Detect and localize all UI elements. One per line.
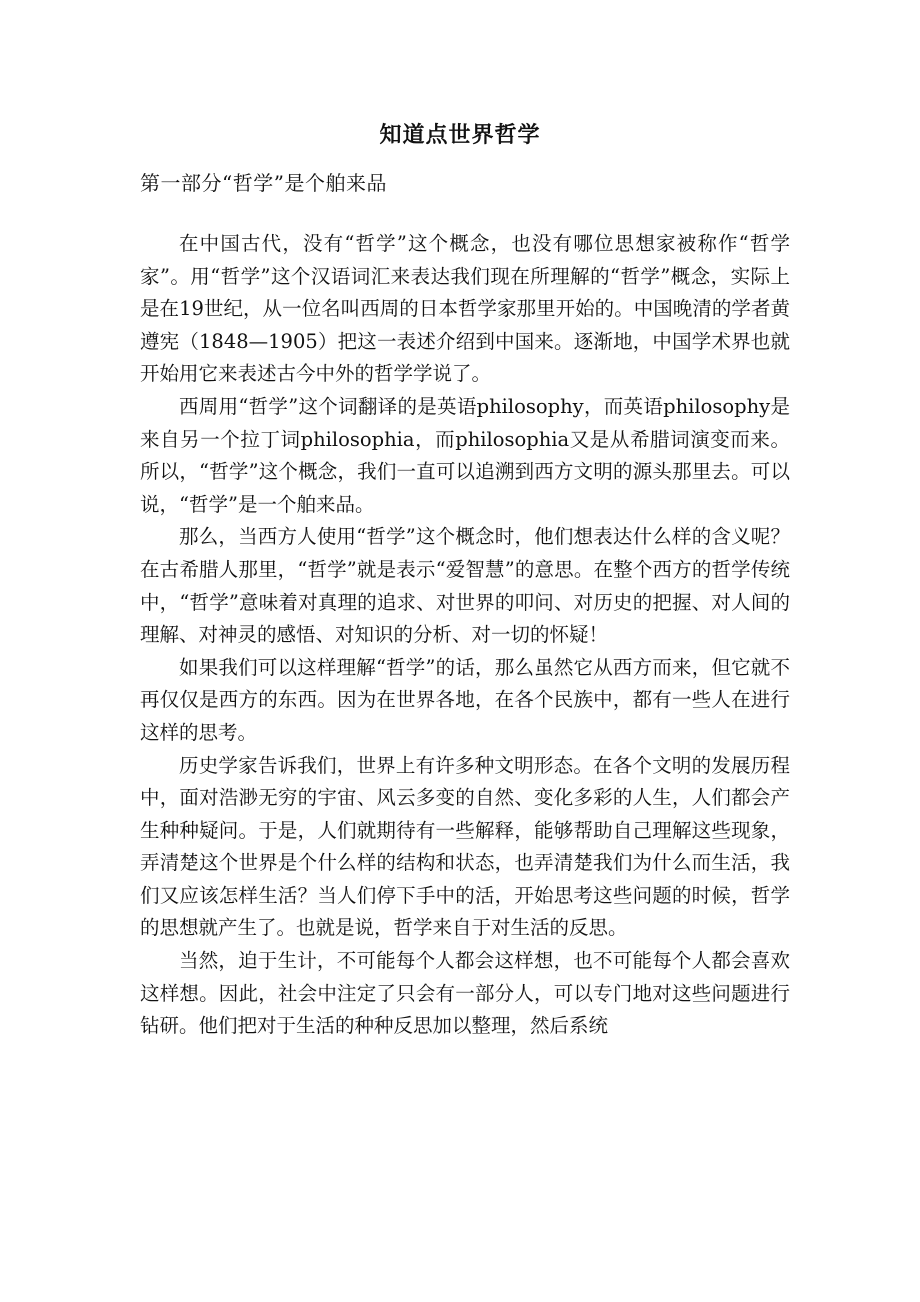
paragraph: 如果我们可以这样理解“哲学”的话，那么虽然它从西方而来，但它就不再仅仅是西方的东西。因为在世界各地，在各个民族中，都有一些人在进行这样的思考。 [140, 655, 790, 744]
section-heading: 第一部分“哲学”是个舶来品 [140, 171, 387, 195]
document-title: 知道点世界哲学 [379, 122, 541, 148]
paragraph: 历史学家告诉我们，世界上有许多种文明形态。在各个文明的发展历程中，面对浩渺无穷的宇宙、风云多变的自然、变化多彩的人生，人们都会产生种种疑问。于是，人们就期待有一些解释，能够帮助自己理解这些现象，弄清楚这个世界是个什么样的结构和状态，也弄清楚我们为什么而生活，我们又应该怎样生活？当人们停下手中的活，开始思考这些问题的时候，哲学的思想就产生了。也就是说，哲学来自于对生活的反思。 [140, 753, 790, 940]
body-text [140, 228, 790, 1043]
paragraph: 当然，迫于生计，不可能每个人都会这样想，也不可能每个人都会喜欢这样想。因此，社会中注定了只会有一部分人，可以专门地对这些问题进行钻研。他们把对于生活的种种反思加以整理，然后系统 [140, 949, 790, 1038]
paragraph: 那么，当西方人使用“哲学”这个概念时，他们想表达什么样的含义呢？在古希腊人那里，“哲学”就是表示“爱智慧”的意思。在整个西方的哲学传统中，“哲学”意味着对真理的追求、对世界的叩问、对历史的把握、对人间的理解、对神灵的感悟、对知识的分析、对一切的怀疑！ [140, 525, 790, 647]
paragraph: 西周用“哲学”这个词翻译的是英语philosophy，而英语philosophy是来自另一个拉丁词philosophia，而philosophia又是从希腊词演变而来。所以，“哲学”这个概念，我们一直可以追溯到西方文明的源头那里去。可以说，“哲学”是一个舶来品。 [140, 394, 790, 516]
paragraph: 在中国古代，没有“哲学”这个概念，也没有哪位思想家被称作“哲学家”。用“哲学”这个汉语词汇来表达我们现在所理解的“哲学”概念，实际上是在19世纪，从一位名叫西周的日本哲学家那里开始的。中国晚清的学者黄遵宪（1848—1905）把这一表述介绍到中国来。逐渐地，中国学术界也就开始用它来表述古今中外的哲学学说了。 [140, 232, 790, 386]
